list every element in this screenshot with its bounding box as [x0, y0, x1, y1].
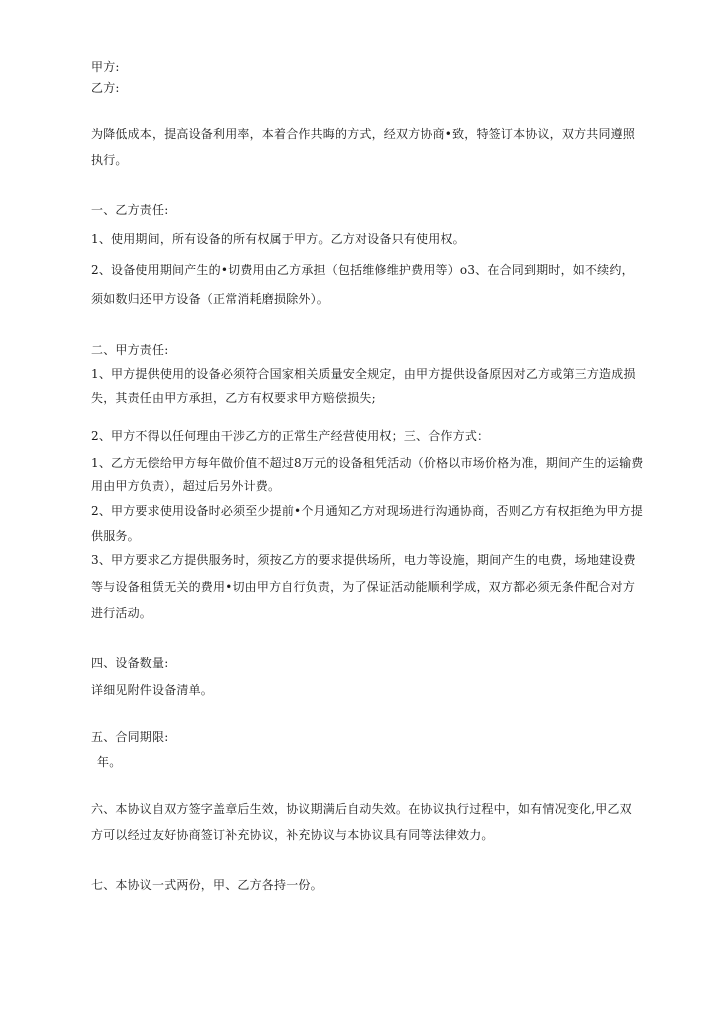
- clause-line: 3、甲方要求乙方提供服务时，须按乙方的要求提供场所，电力等设施，期间产生的电费，场地建设费: [91, 553, 636, 567]
- section-heading: 二、甲方责任:: [91, 343, 169, 357]
- section-heading: 五、合同期限:: [91, 730, 169, 744]
- section-heading: 四、设备数量:: [91, 656, 169, 670]
- clause-line: 详细见附件设备清单。: [91, 683, 214, 697]
- clause-line: 2、甲方不得以任何理由干涉乙方的正常生产经营使用权；三、合作方式：: [91, 429, 490, 443]
- clause-line: 1、乙方无偿给甲方每年做价值不超过8万元的设备租凭活动（价格以市场价格为准，期间产生的运输费: [91, 456, 644, 470]
- clause-line: 2、甲方要求使用设备时必须至少提前•个月通知乙方对现场进行沟通协商，否则乙方有权拒绝为甲方提: [91, 504, 643, 518]
- clause-line: 方可以经过友好协商签订补充协议，补充协议与本协议具有同等法律效力。: [91, 828, 494, 842]
- party-b-label: 乙方:: [91, 81, 120, 95]
- clause-line: 等与设备租赁无关的费用•切由甲方自行负责，为了保证活动能顺利学成，双方都必须无条件配合对方: [91, 580, 636, 594]
- clause-line: 七、本协议一式两份，甲、乙方各持一份。: [91, 878, 323, 892]
- intro-line: 执行。: [91, 153, 128, 167]
- section-heading: 一、乙方责任:: [91, 203, 169, 217]
- intro-line: 为降低成本，提高设备利用率，本着合作共晦的方式，经双方协商•致，特签订本协议，双方共同遵照: [91, 127, 636, 141]
- clause-line: 须如数归还甲方设备（正常消耗磨损除外）。: [91, 292, 330, 306]
- clause-line: 1、使用期间，所有设备的所有权属于甲方。乙方对设备只有使用权。: [91, 232, 465, 246]
- clause-line: 2、设备使用期间产生的•切费用由乙方承担（包括维修维护费用等）o3、在合同到期时，如不续约，: [91, 263, 634, 277]
- clause-line: 供服务。: [91, 529, 140, 543]
- clause-line: 年。: [97, 755, 122, 769]
- clause-line: 失，其责任由甲方承担，乙方有权要求甲方赔偿损失;: [91, 391, 376, 405]
- clause-line: 1、甲方提供使用的设备必须符合国家相关质量安全规定，由甲方提供设备原因对乙方或第三方造成损: [91, 367, 636, 381]
- clause-line: 进行活动。: [91, 606, 153, 620]
- clause-line: 六、本协议自双方签字盖章后生效，协议期满后自动失效。在协议执行过程中，如有情况变化,甲乙双: [91, 802, 632, 816]
- party-a-label: 甲方:: [91, 60, 120, 74]
- clause-line: 用由甲方负责），超过后另外计费。: [91, 479, 281, 493]
